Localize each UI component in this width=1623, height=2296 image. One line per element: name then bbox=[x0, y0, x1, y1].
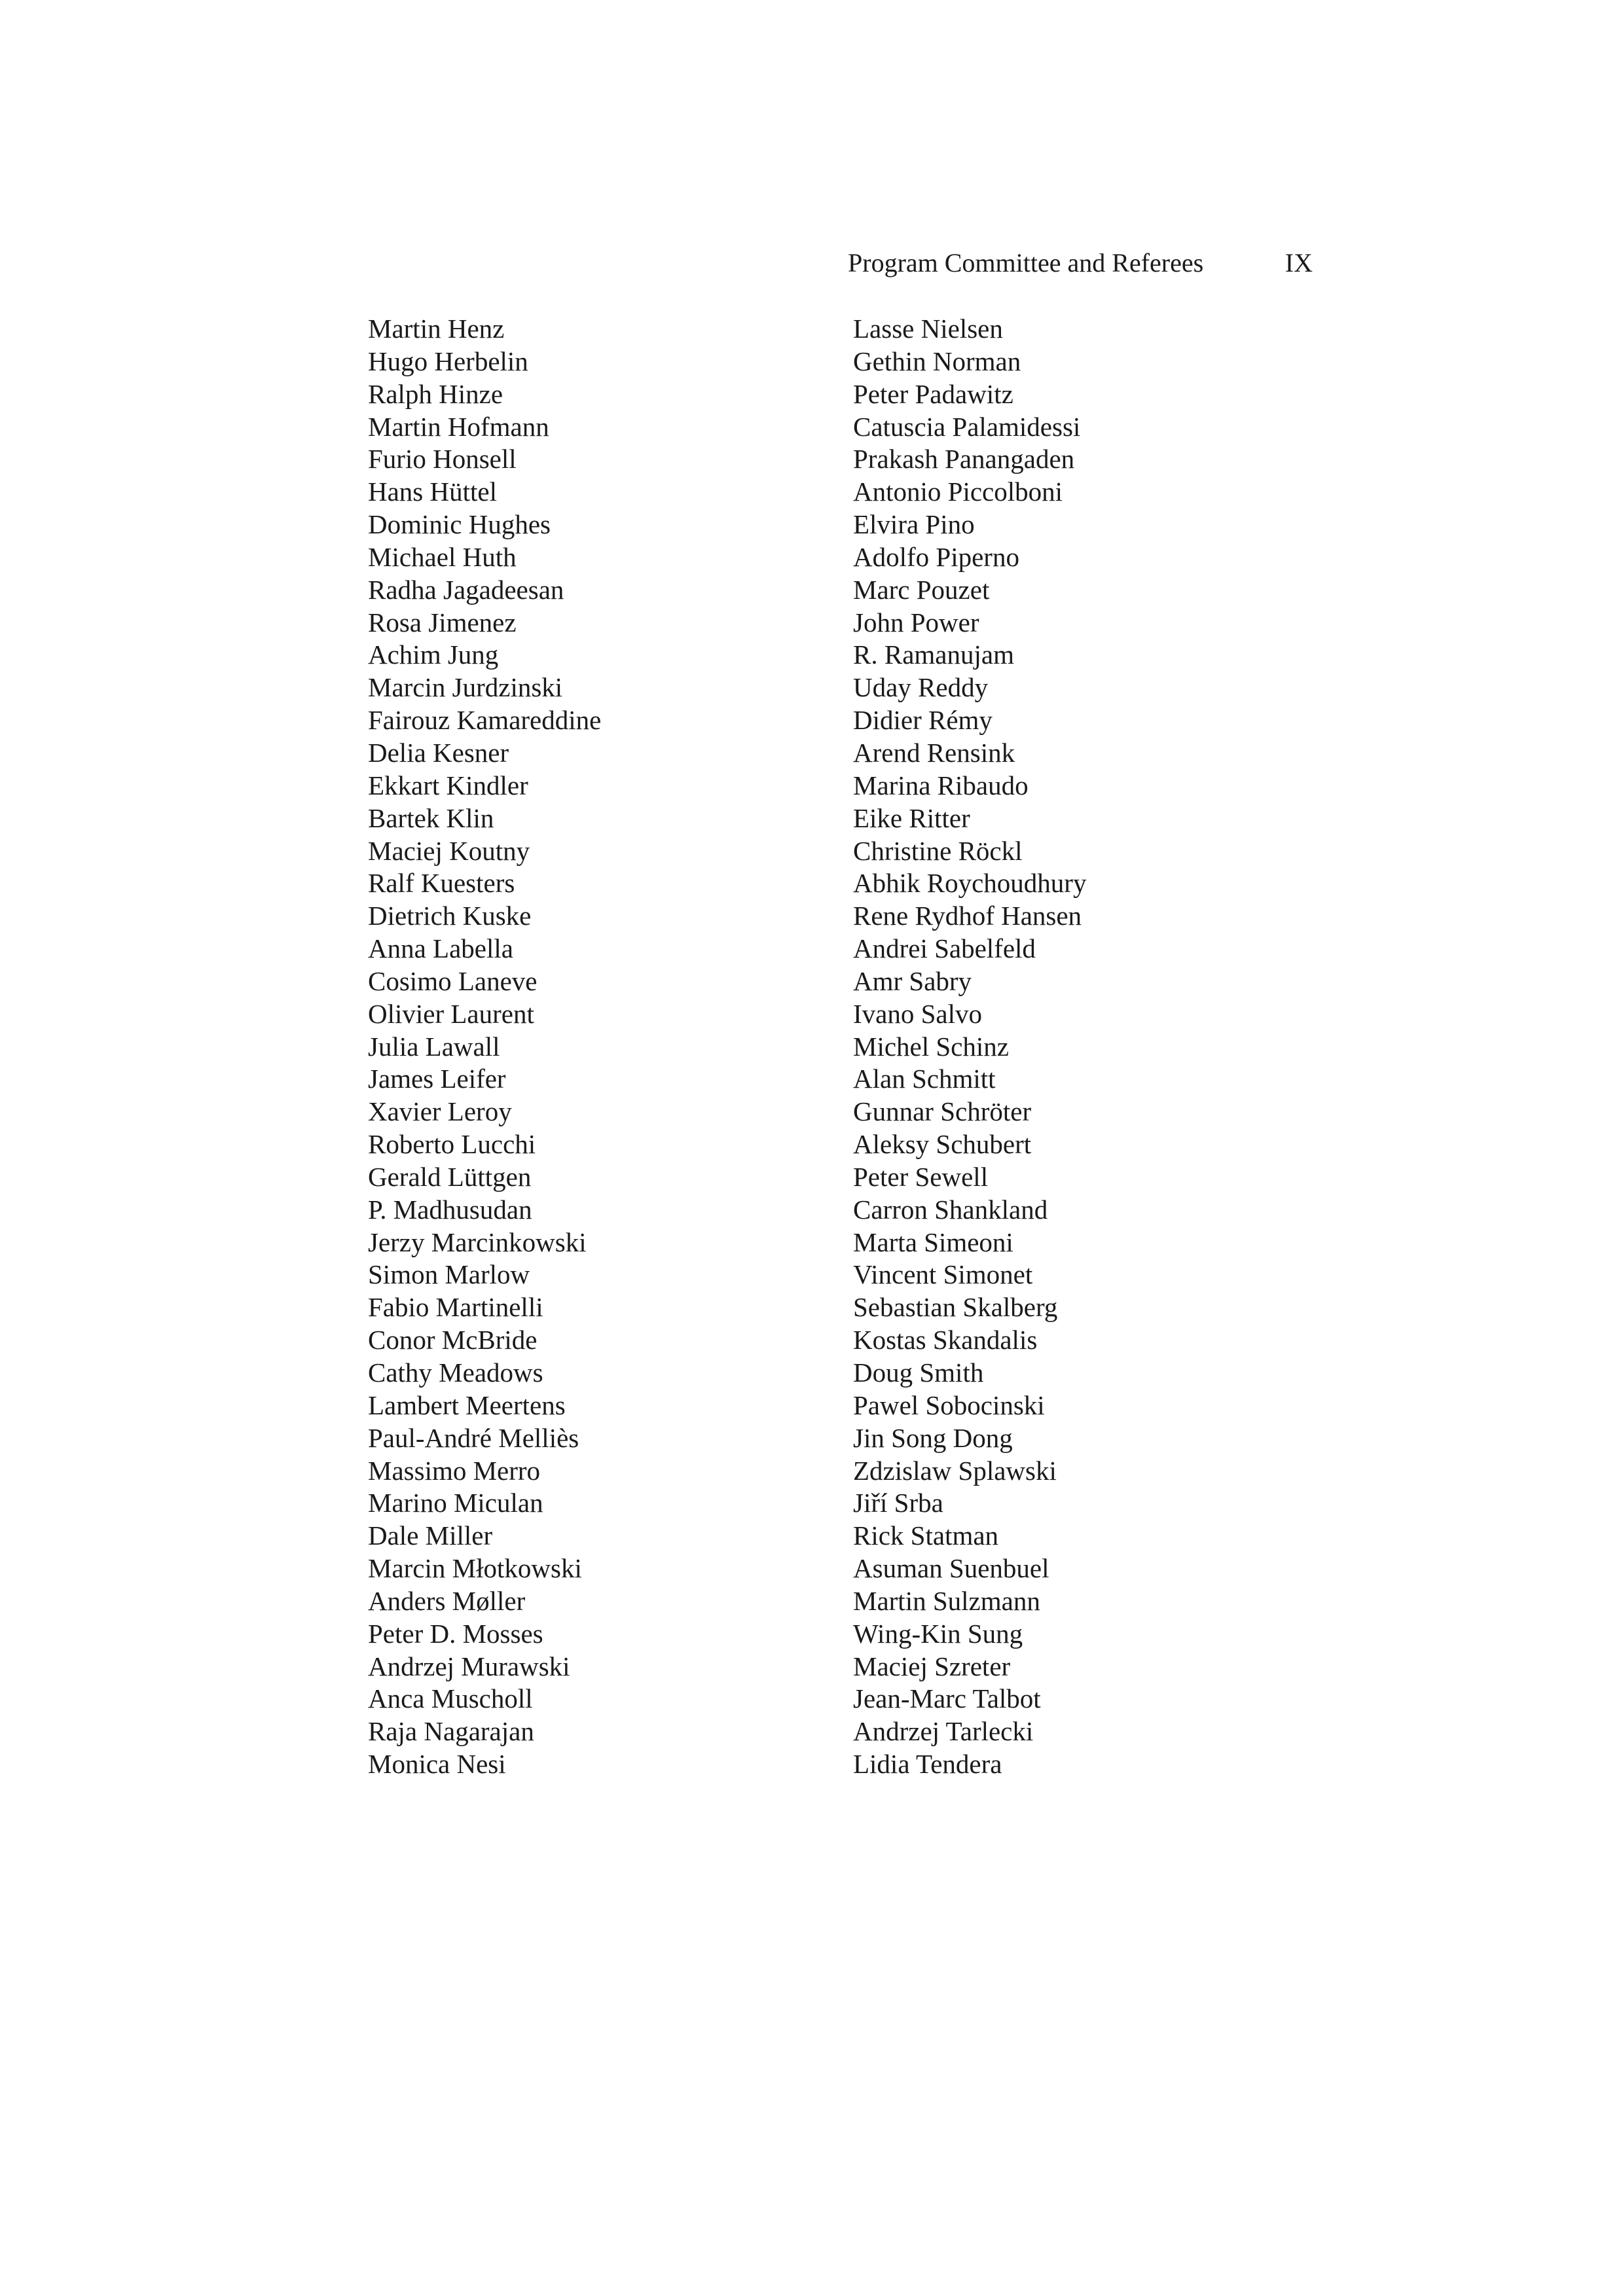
referee-name: Ivano Salvo bbox=[853, 998, 982, 1029]
referee-name: Uday Reddy bbox=[853, 672, 989, 703]
referee-name: Alan Schmitt bbox=[853, 1064, 996, 1094]
referee-name: Gerald Lüttgen bbox=[368, 1161, 532, 1192]
referee-name: Delia Kesner bbox=[368, 737, 509, 768]
referee-name: Sebastian Skalberg bbox=[853, 1292, 1058, 1323]
referee-name: Didier Rémy bbox=[853, 705, 993, 736]
referee-name: Michael Huth bbox=[368, 541, 517, 572]
referee-name: Massimo Merro bbox=[368, 1455, 541, 1486]
referee-name: Anca Muscholl bbox=[368, 1683, 533, 1714]
referee-name: Andrei Sabelfeld bbox=[853, 933, 1036, 964]
referee-name: Maciej Szreter bbox=[853, 1651, 1011, 1681]
referee-name: Olivier Laurent bbox=[368, 998, 534, 1029]
referee-name: Anders Møller bbox=[368, 1585, 526, 1616]
referee-name: Radha Jagadeesan bbox=[368, 574, 564, 605]
referee-name: Gunnar Schröter bbox=[853, 1096, 1032, 1127]
running-title: Program Committee and Referees bbox=[848, 248, 1204, 278]
referee-name: Cathy Meadows bbox=[368, 1357, 543, 1388]
running-head bbox=[848, 243, 1313, 283]
referee-name: Jin Song Dong bbox=[853, 1422, 1013, 1453]
referee-name: Pawel Sobocinski bbox=[853, 1390, 1045, 1420]
referee-list-left-column bbox=[368, 313, 601, 1781]
referee-name: Maciej Koutny bbox=[368, 835, 530, 866]
referee-name: Peter Padawitz bbox=[853, 378, 1013, 409]
referee-name: Conor McBride bbox=[368, 1325, 538, 1355]
referee-name: Rosa Jimenez bbox=[368, 607, 517, 637]
referee-name: Peter Sewell bbox=[853, 1161, 989, 1192]
referee-name: Michel Schinz bbox=[853, 1031, 1009, 1062]
referee-name: Cosimo Laneve bbox=[368, 965, 538, 996]
referee-name: Furio Honsell bbox=[368, 444, 517, 475]
referee-name: Marta Simeoni bbox=[853, 1227, 1013, 1257]
referee-name: Raja Nagarajan bbox=[368, 1716, 534, 1747]
referee-name: Julia Lawall bbox=[368, 1031, 500, 1062]
referee-name: Lasse Nielsen bbox=[853, 314, 1003, 344]
referee-name: Monica Nesi bbox=[368, 1749, 506, 1780]
referee-name: Andrzej Murawski bbox=[368, 1651, 570, 1681]
referee-name: Jerzy Marcinkowski bbox=[368, 1227, 587, 1257]
referee-name: Dominic Hughes bbox=[368, 509, 551, 540]
referee-name: Aleksy Schubert bbox=[853, 1129, 1032, 1160]
referee-name: Wing-Kin Sung bbox=[853, 1618, 1023, 1649]
referee-list-right-column bbox=[853, 313, 1086, 1781]
referee-name: Marina Ribaudo bbox=[853, 770, 1029, 800]
referee-name: Adolfo Piperno bbox=[853, 541, 1019, 572]
referee-name: Kostas Skandalis bbox=[853, 1325, 1038, 1355]
referee-name: Vincent Simonet bbox=[853, 1259, 1033, 1290]
referee-name: Fabio Martinelli bbox=[368, 1292, 543, 1323]
referee-name: Antonio Piccolboni bbox=[853, 476, 1063, 507]
referee-name: Lidia Tendera bbox=[853, 1749, 1002, 1780]
referee-name: Marc Pouzet bbox=[853, 574, 990, 605]
referee-name: Rene Rydhof Hansen bbox=[853, 901, 1082, 931]
referee-name: Prakash Panangaden bbox=[853, 444, 1075, 475]
referee-name: Zdzislaw Splawski bbox=[853, 1455, 1057, 1486]
referee-name: Peter D. Mosses bbox=[368, 1618, 543, 1649]
referee-name: Ralf Kuesters bbox=[368, 868, 515, 899]
referee-name: Ralph Hinze bbox=[368, 378, 503, 409]
referee-name: Jean-Marc Talbot bbox=[853, 1683, 1041, 1714]
referee-name: Carron Shankland bbox=[853, 1194, 1048, 1225]
referee-name: P. Madhusudan bbox=[368, 1194, 532, 1225]
referee-name: Martin Sulzmann bbox=[853, 1585, 1040, 1616]
referee-name: Jiří Srba bbox=[853, 1488, 943, 1518]
referee-name: Xavier Leroy bbox=[368, 1096, 512, 1127]
referee-name: Achim Jung bbox=[368, 639, 499, 670]
referee-name: Rick Statman bbox=[853, 1520, 999, 1551]
referee-name: Catuscia Palamidessi bbox=[853, 411, 1081, 442]
referee-name: R. Ramanujam bbox=[853, 639, 1014, 670]
referee-name: Hans Hüttel bbox=[368, 476, 497, 507]
referee-name: Fairouz Kamareddine bbox=[368, 705, 602, 736]
referee-name: Anna Labella bbox=[368, 933, 513, 964]
referee-name: Bartek Klin bbox=[368, 802, 494, 833]
referee-name: Roberto Lucchi bbox=[368, 1129, 536, 1160]
referee-name: James Leifer bbox=[368, 1064, 506, 1094]
referee-name: Martin Hofmann bbox=[368, 411, 549, 442]
referee-name: Paul-André Melliès bbox=[368, 1422, 579, 1453]
referee-name: Elvira Pino bbox=[853, 509, 975, 540]
referee-name: Ekkart Kindler bbox=[368, 770, 528, 800]
referee-name: Amr Sabry bbox=[853, 965, 972, 996]
referee-name: Arend Rensink bbox=[853, 737, 1015, 768]
referee-name: Simon Marlow bbox=[368, 1259, 530, 1290]
referee-name: John Power bbox=[853, 607, 979, 637]
referee-name: Dale Miller bbox=[368, 1520, 493, 1551]
referee-name: Christine Röckl bbox=[853, 835, 1023, 866]
referee-name: Abhik Roychoudhury bbox=[853, 868, 1087, 899]
referee-name: Marcin Jurdzinski bbox=[368, 672, 563, 703]
referee-name: Eike Ritter bbox=[853, 802, 970, 833]
referee-name: Hugo Herbelin bbox=[368, 346, 528, 376]
page-number: IX bbox=[1285, 248, 1313, 278]
referee-name: Lambert Meertens bbox=[368, 1390, 566, 1420]
referee-name: Marcin Młotkowski bbox=[368, 1553, 582, 1584]
referee-name: Doug Smith bbox=[853, 1357, 984, 1388]
referee-name: Dietrich Kuske bbox=[368, 901, 532, 931]
referee-name: Gethin Norman bbox=[853, 346, 1021, 376]
referee-name: Marino Miculan bbox=[368, 1488, 543, 1518]
referee-name: Martin Henz bbox=[368, 314, 505, 344]
referee-name: Andrzej Tarlecki bbox=[853, 1716, 1034, 1747]
referee-name: Asuman Suenbuel bbox=[853, 1553, 1049, 1584]
